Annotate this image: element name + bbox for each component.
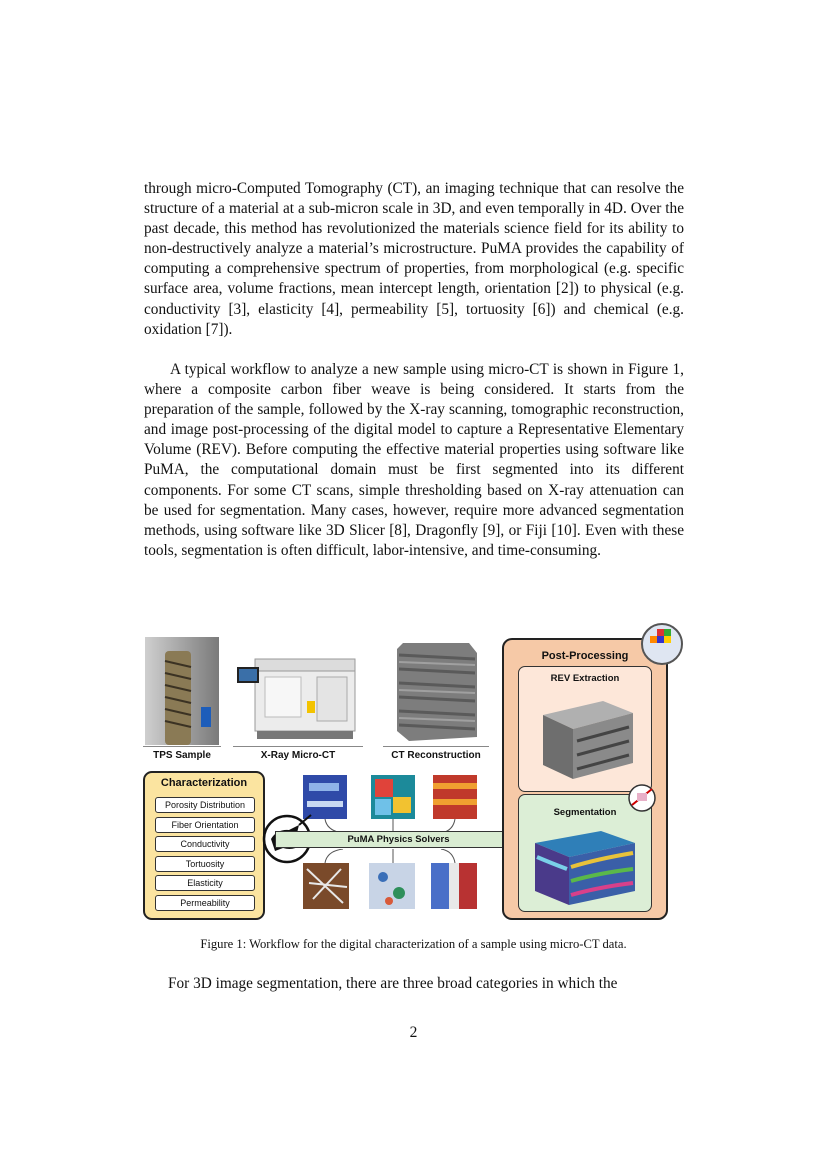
tomosam-logo-icon [625, 783, 659, 813]
page-number: 2 [409, 1024, 418, 1041]
physics-result-cubes-top [303, 773, 503, 833]
char-item-porosity: Porosity Distribution [155, 797, 255, 813]
segmentation-cube-image [527, 823, 643, 907]
rev-cube-image [533, 691, 639, 781]
puma-physics-solvers-bar: PuMA Physics Solvers [275, 831, 522, 848]
body-paragraph-3: For 3D image segmentation, there are three broad categories in which the [168, 975, 618, 992]
char-item-permeability: Permeability [155, 895, 255, 911]
tps-sample-label: TPS Sample [143, 746, 221, 761]
char-item-fiber-orientation: Fiber Orientation [155, 817, 255, 833]
xray-micro-ct-label: X-Ray Micro-CT [233, 746, 363, 761]
post-processing-panel [502, 638, 668, 920]
char-item-elasticity: Elasticity [155, 875, 255, 891]
body-paragraph-2: A typical workflow to analyze a new sample using micro-CT is shown in Figure 1, where a composite carbon fiber weave is being considered. It starts from the preparation of the sample, followed by the X-ray scanning, tomographic reconstruction, and image post-processing of the digital model to capture a Representative Elementary Volume (REV). Before computing the effective material properties using software like PuMA, the computational domain must be first segmented into its different components. For some CT scans, simple thresholding based on X-ray attenuation can be used for segmentation. Many cases, however, require more advanced segmentation methods, using software like 3D Slicer [8], Dragonfly [9], or Fiji [10]. Even with these tools, segmentation is often difficult, labor-intensive, and time-consuming. [144, 361, 684, 559]
rev-extraction-box [518, 666, 652, 792]
ct-reconstruction-image [389, 637, 481, 743]
xray-machine-photo [235, 641, 361, 741]
tomo-logo-icon [639, 621, 685, 667]
char-item-conductivity: Conductivity [155, 836, 255, 852]
figure-caption: Figure 1: Workflow for the digital characterization of a sample using micro-CT data. [200, 937, 627, 951]
char-item-tortuosity: Tortuosity [155, 856, 255, 872]
ct-reconstruction-label: CT Reconstruction [383, 746, 489, 761]
characterization-title: Characterization [160, 777, 248, 789]
post-processing-title: Post-Processing [541, 650, 629, 662]
segmentation-label: Segmentation [553, 807, 617, 818]
body-paragraph-1: through micro-Computed Tomography (CT), an imaging technique that can resolve the structure of a material at a sub-micron scale in 3D, and even temporally in 4D. Over the past decade, this method has revolutionized the materials science field for its ability to non-destructively analyze a material’s microstructure. PuMA provides the capability of computing a comprehensive spectrum of properties, from morphological (e.g. specific surface area, volume fractions, mean intercept length, orientation [2]) to physical (e.g. conductivity [3], elasticity [4], permeability [5], tortuosity [6]) and chemical (e.g. oxidation [7]). [144, 180, 684, 338]
physics-result-cubes-bottom [303, 849, 503, 913]
characterization-panel [143, 771, 265, 920]
tps-sample-photo [145, 637, 219, 745]
rev-extraction-label: REV Extraction [550, 673, 620, 684]
figure-1 [143, 633, 683, 919]
